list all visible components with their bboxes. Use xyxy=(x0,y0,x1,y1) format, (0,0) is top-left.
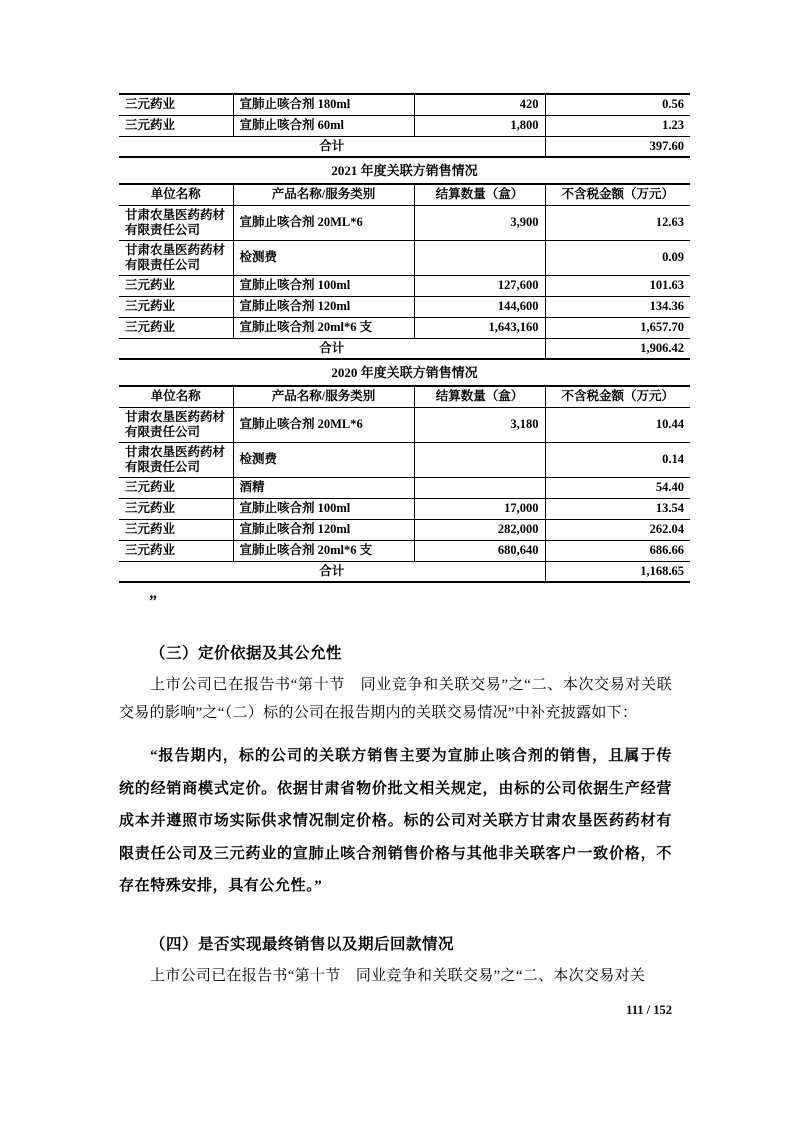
total-amount-cell: 1,906.42 xyxy=(640,340,684,355)
table-row xyxy=(119,477,690,498)
unit-cell: 甘肃农垦医药药材有限责任公司 xyxy=(119,407,233,442)
product-cell: 检测费 xyxy=(233,240,414,275)
amount-cell: 101.63 xyxy=(545,275,690,296)
quantity-cell: 3,900 xyxy=(414,205,545,240)
product-cell: 宣肺止咳合剂 100ml xyxy=(233,498,414,519)
related-sales-table-2020 xyxy=(119,385,690,583)
quantity-cell: 127,600 xyxy=(414,275,545,296)
quantity-cell: 1,800 xyxy=(414,115,545,136)
section-4-paragraph: 上市公司已在报告书“第十节 同业竞争和关联交易”之“二、本次交易对关 xyxy=(150,967,646,984)
quantity-cell: 3,180 xyxy=(414,407,545,442)
table-row xyxy=(119,296,690,317)
column-header: 不含税金额（万元） xyxy=(545,184,690,205)
product-cell: 检测费 xyxy=(233,442,414,477)
total-row xyxy=(119,136,690,157)
header-row xyxy=(119,184,690,205)
unit-cell: 三元药业 xyxy=(119,540,233,561)
table-row xyxy=(119,519,690,540)
table-row xyxy=(119,205,690,240)
section-heading-4: （四）是否实现最终销售以及期后回款情况 xyxy=(150,935,455,953)
unit-cell: 三元药业 xyxy=(119,94,233,115)
column-header: 单位名称 xyxy=(119,184,233,205)
table-row xyxy=(119,317,690,338)
amount-cell: 12.63 xyxy=(545,205,690,240)
amount-cell: 1.23 xyxy=(545,115,690,136)
quantity-cell xyxy=(414,477,545,498)
table-row xyxy=(119,115,690,136)
quantity-cell: 144,600 xyxy=(414,296,545,317)
product-cell: 宣肺止咳合剂 20ML*6 xyxy=(233,407,414,442)
unit-cell: 三元药业 xyxy=(119,317,233,338)
product-cell: 宣肺止咳合剂 60ml xyxy=(233,115,414,136)
page-content xyxy=(119,93,690,1018)
related-sales-table-2021 xyxy=(119,183,690,360)
quantity-cell xyxy=(414,240,545,275)
quantity-cell: 282,000 xyxy=(414,519,545,540)
total-row xyxy=(119,338,690,359)
product-cell: 宣肺止咳合剂 100ml xyxy=(233,275,414,296)
column-header: 结算数量（盒） xyxy=(414,386,545,407)
unit-cell: 三元药业 xyxy=(119,519,233,540)
amount-cell: 13.54 xyxy=(545,498,690,519)
section-heading-3: （三）定价依据及其公允性 xyxy=(150,645,343,662)
total-label-cell: 合计 xyxy=(119,561,545,582)
column-header: 单位名称 xyxy=(119,386,233,407)
product-cell: 酒精 xyxy=(233,477,414,498)
quantity-cell xyxy=(414,442,545,477)
section-3-paragraph: 上市公司已在报告书“第十节 同业竞争和关联交易”之“二、本次交易对关联交易的影响”之“（二）标的公司在报告期内的关联交易情况”中补充披露如下： xyxy=(119,677,672,721)
related-sales-table-continued xyxy=(119,93,690,158)
amount-cell: 54.40 xyxy=(545,477,690,498)
amount-cell: 0.09 xyxy=(545,240,690,275)
quantity-cell: 420 xyxy=(414,94,545,115)
total-amount-cell: 397.60 xyxy=(649,138,684,153)
table-row xyxy=(119,442,690,477)
amount-cell: 686.66 xyxy=(545,540,690,561)
page-number: 111 / 152 xyxy=(626,1003,672,1017)
product-cell: 宣肺止咳合剂 120ml xyxy=(233,296,414,317)
amount-cell: 0.14 xyxy=(545,442,690,477)
unit-cell: 三元药业 xyxy=(119,296,233,317)
amount-cell: 262.04 xyxy=(545,519,690,540)
header-row xyxy=(119,386,690,407)
unit-cell: 三元药业 xyxy=(119,115,233,136)
quoted-disclosure-paragraph: “报告期内，标的公司的关联方销售主要为宣肺止咳合剂的销售，且属于传统的经销商模式定价。依据甘肃省物价批文相关规定，由标的公司依据生产经营成本并遵照市场实际供求情况制定价格。标的公司对关联方甘肃农垦医药药材有限责任公司及三元药业的宣肺止咳合剂销售价格与其他非关联客户一致价格，不存在特殊安排，具有公允性。” xyxy=(119,748,672,894)
table-row xyxy=(119,275,690,296)
quantity-cell: 680,640 xyxy=(414,540,545,561)
column-header: 产品名称/服务类别 xyxy=(233,184,414,205)
column-header: 结算数量（盒） xyxy=(414,184,545,205)
table-title-2020: 2020 年度关联方销售情况 xyxy=(331,365,478,380)
table-row xyxy=(119,407,690,442)
amount-cell: 0.56 xyxy=(545,94,690,115)
total-label-cell: 合计 xyxy=(119,338,545,359)
closing-quote-mark: ” xyxy=(149,593,157,610)
unit-cell: 三元药业 xyxy=(119,275,233,296)
text-block xyxy=(119,641,672,990)
unit-cell: 甘肃农垦医药药材有限责任公司 xyxy=(119,205,233,240)
table-row xyxy=(119,240,690,275)
table-row xyxy=(119,498,690,519)
total-label-cell: 合计 xyxy=(119,136,545,157)
total-row xyxy=(119,561,690,582)
unit-cell: 三元药业 xyxy=(119,477,233,498)
table-row xyxy=(119,540,690,561)
unit-cell: 甘肃农垦医药药材有限责任公司 xyxy=(119,240,233,275)
product-cell: 宣肺止咳合剂 20ml*6 支 xyxy=(233,540,414,561)
unit-cell: 三元药业 xyxy=(119,498,233,519)
quantity-cell: 1,643,160 xyxy=(414,317,545,338)
amount-cell: 1,657.70 xyxy=(545,317,690,338)
amount-cell: 134.36 xyxy=(545,296,690,317)
unit-cell: 甘肃农垦医药药材有限责任公司 xyxy=(119,442,233,477)
product-cell: 宣肺止咳合剂 20ML*6 xyxy=(233,205,414,240)
amount-cell: 10.44 xyxy=(545,407,690,442)
quantity-cell: 17,000 xyxy=(414,498,545,519)
product-cell: 宣肺止咳合剂 20ml*6 支 xyxy=(233,317,414,338)
product-cell: 宣肺止咳合剂 120ml xyxy=(233,519,414,540)
product-cell: 宣肺止咳合剂 180ml xyxy=(233,94,414,115)
total-amount-cell: 1,168.65 xyxy=(640,563,684,578)
table-row xyxy=(119,94,690,115)
table-title-2021: 2021 年度关联方销售情况 xyxy=(331,163,478,178)
column-header: 产品名称/服务类别 xyxy=(233,386,414,407)
column-header: 不含税金额（万元） xyxy=(545,386,690,407)
